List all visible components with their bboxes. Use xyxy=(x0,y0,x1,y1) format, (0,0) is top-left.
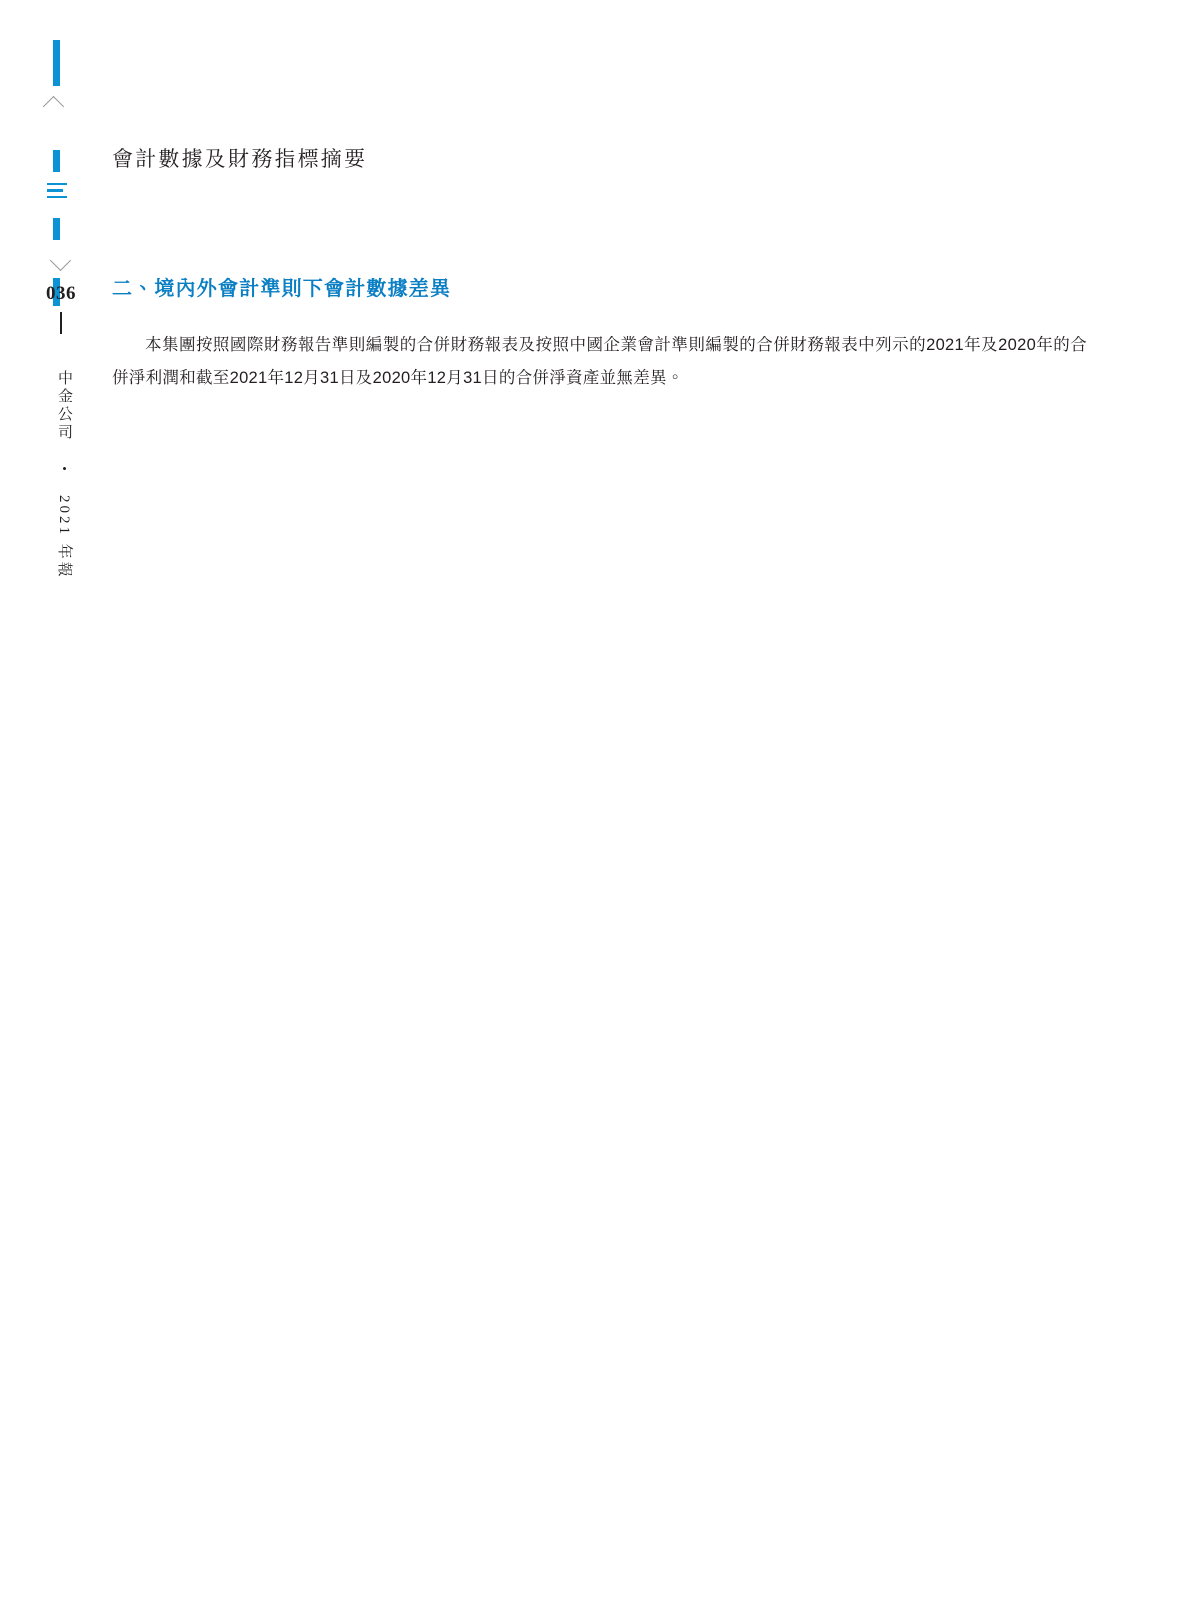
page-number-rule xyxy=(60,312,62,334)
running-head: 會計數據及財務指標摘要 xyxy=(112,147,368,171)
rail-bar-top xyxy=(53,40,60,86)
body-content xyxy=(112,312,1087,411)
chevron-down-icon xyxy=(46,250,68,272)
rail-bar-second xyxy=(53,150,60,172)
footer-separator: • xyxy=(57,461,72,476)
rail-bar-third xyxy=(53,218,60,240)
chevron-up-icon xyxy=(46,95,68,117)
vertical-running-footer xyxy=(44,370,80,590)
body-paragraph: 本集團按照國際財務報告準則編製的合併財務報表及按照中國企業會計準則編製的合併財務報表中列示的2021年及2020年的合併淨利潤和截至2021年12月31日及2020年12月31日的合併淨資產並無差異。 xyxy=(112,335,1087,387)
menu-lines-icon xyxy=(47,183,67,202)
page-number: 036 xyxy=(46,283,76,304)
footer-report: 2021 年報 xyxy=(56,495,72,580)
footer-company: 中金公司 xyxy=(56,370,72,442)
section-heading: 二、境內外會計準則下會計數據差異 xyxy=(112,278,452,300)
